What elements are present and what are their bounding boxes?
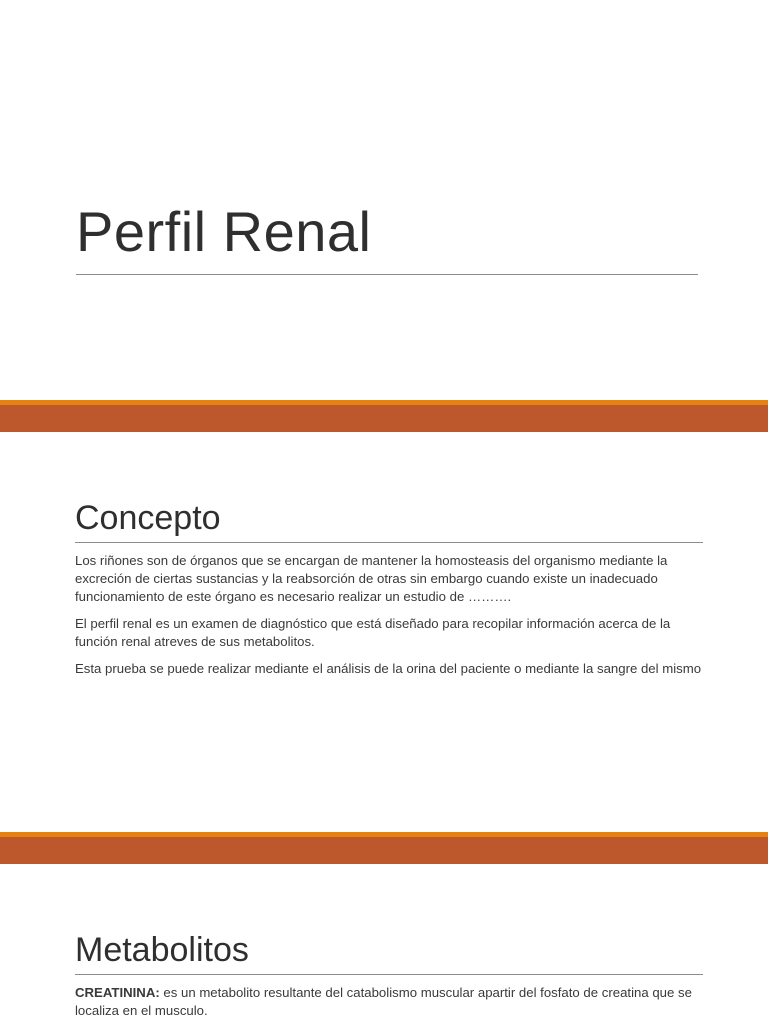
metabolito-description: es un metabolito resultante del catabolismo muscular apartir del fosfato de creatina que se localiza en el musculo. <box>75 985 692 1018</box>
title-underline <box>76 274 698 275</box>
concepto-body <box>75 552 703 687</box>
metabolitos-title: Metabolitos <box>75 931 249 969</box>
concepto-paragraph: Los riñones son de órganos que se encargan de mantener la homosteasis del organismo mediante la excreción de ciertas sustancias y la reabsorción de otras sin embargo cuando existe un inadecuado funcionamiento de este órgano es necesario realizar un estudio de ………. <box>75 553 668 604</box>
concepto-slide <box>0 432 768 832</box>
concepto-paragraph: El perfil renal es un examen de diagnóstico que está diseñado para recopilar información acerca de la función renal atreves de sus metabolitos. <box>75 616 671 649</box>
metabolitos-slide <box>0 864 768 1024</box>
slide-separator <box>0 400 768 432</box>
title-slide <box>0 0 768 400</box>
concepto-paragraph: Esta prueba se puede realizar mediante el análisis de la orina del paciente o mediante la sangre del mismo <box>75 661 702 676</box>
metabolito-item <box>75 984 703 1020</box>
metabolitos-body <box>75 984 703 1024</box>
metabolito-term: CREATININA: <box>75 985 160 1000</box>
slide-separator <box>0 832 768 864</box>
presentation-title: Perfil Renal <box>76 200 372 263</box>
metabolitos-title-rule <box>75 974 703 975</box>
concepto-title: Concepto <box>75 499 221 537</box>
concepto-title-rule <box>75 542 703 543</box>
